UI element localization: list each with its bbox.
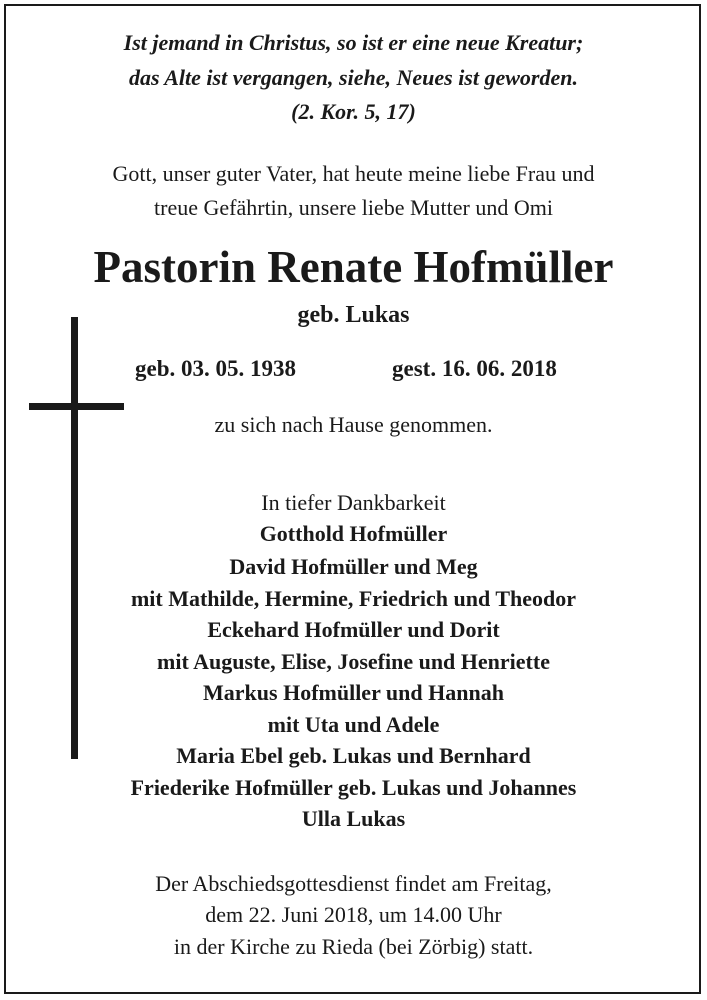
intro-line-1: Gott, unser guter Vater, hat heute meine liebe Frau und — [112, 161, 595, 186]
verse-line-1: Ist jemand in Christus, so ist er eine neue Kreatur; — [123, 30, 584, 55]
mourner-line: mit Auguste, Elise, Josefine und Henriette — [157, 649, 550, 674]
mourner-line: David Hofmüller und Meg — [229, 554, 478, 579]
life-dates — [0, 356, 707, 386]
death-date: gest. 16. 06. 2018 — [392, 356, 557, 381]
service-line-3: in der Kirche zu Rieda (bei Zörbig) statt. — [173, 934, 534, 959]
verse-line-2: das Alte ist vergangen, siehe, Neues ist geworden. — [129, 65, 578, 90]
mourner-line: mit Uta und Adele — [267, 712, 440, 737]
taken-home-text: zu sich nach Hause genommen. — [214, 412, 493, 437]
mourner-line: Friederike Hofmüller geb. Lukas und Johannes — [130, 775, 577, 800]
mourner-line: Ulla Lukas — [301, 806, 406, 831]
cross-horizontal-bar — [29, 403, 124, 410]
mourner-line: mit Mathilde, Hermine, Friedrich und Theodor — [130, 586, 577, 611]
deceased-name: Pastorin Renate Hofmüller — [93, 242, 614, 292]
mourner-line: Eckehard Hofmüller und Dorit — [207, 617, 500, 642]
mourner-line: Markus Hofmüller und Hannah — [203, 680, 504, 705]
mourners-heading: In tiefer Dankbarkeit — [261, 490, 446, 515]
mourner-line: Maria Ebel geb. Lukas und Bernhard — [176, 743, 531, 768]
deceased-maiden-name: geb. Lukas — [297, 302, 410, 328]
service-line-1: Der Abschiedsgottesdienst findet am Freitag, — [155, 871, 552, 896]
mourner-line: Gotthold Hofmüller — [259, 521, 448, 546]
intro-line-2: treue Gefährtin, unsere liebe Mutter und Omi — [154, 195, 553, 220]
birth-date: geb. 03. 05. 1938 — [135, 356, 296, 381]
verse-reference: (2. Kor. 5, 17) — [291, 99, 416, 124]
service-line-2: dem 22. Juni 2018, um 14.00 Uhr — [205, 902, 502, 927]
